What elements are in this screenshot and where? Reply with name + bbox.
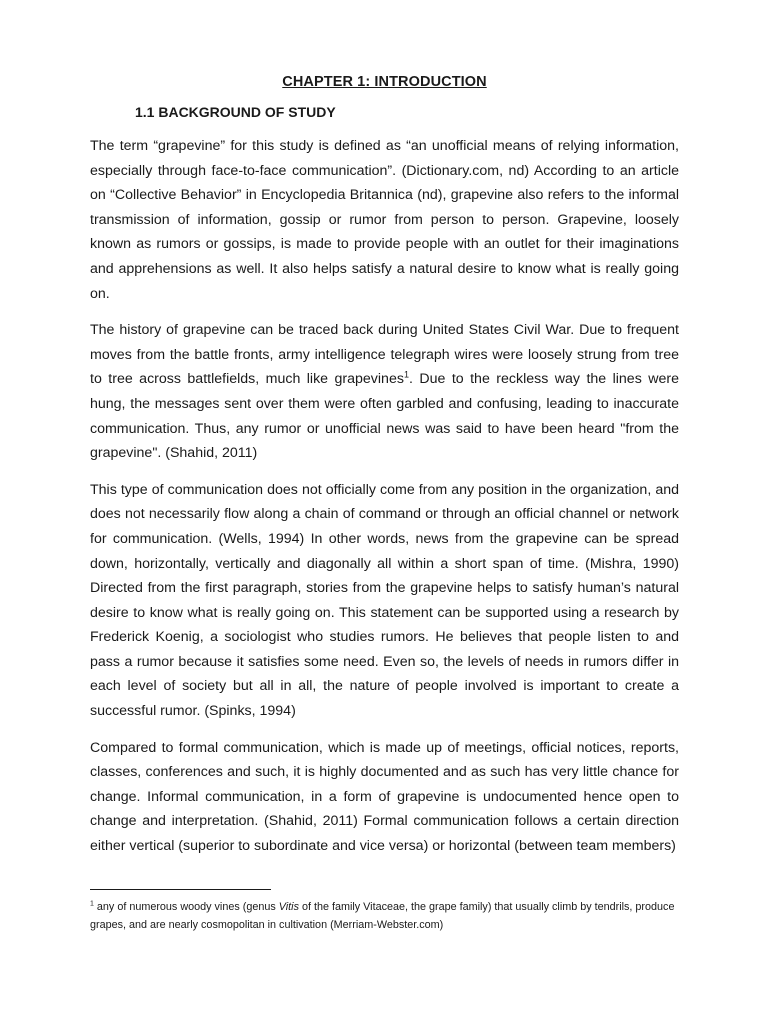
chapter-title: CHAPTER 1: INTRODUCTION <box>282 74 487 90</box>
footnote-separator <box>90 889 271 890</box>
section-heading: 1.1 BACKGROUND OF STUDY <box>135 104 336 120</box>
paragraph-history-text-end: . Due to the reckless way the lines were hung, the messages sent over them were often garbled and confusing, leading to inaccurate communication. Thus, any rumor or unofficial news was said to have been heard "from the grapevine". (Shahid, 2011) <box>90 371 679 462</box>
paragraph-definition: The term “grapevine” for this study is defined as “an unofficial means of relying information, especially through face-to-face communication”. (Dictionary.com, nd) According to an article on “Collective Behavior” in Encyclopedia Britannica (nd), grapevine also refers to the informal transmission of information, gossip or rumor from person to person. Grapevine, loosely known as rumors or gossips, is made to provide people with an outlet for their imaginations and apprehensions as well. It also helps satisfy a natural desire to know what is really going on. <box>90 138 679 302</box>
footnote-mark: 1 <box>90 900 94 908</box>
paragraph-history <box>90 318 679 466</box>
footnote-genus-name: Vitis <box>278 901 299 913</box>
footnote-reference-mark: 1 <box>403 369 409 380</box>
footnote <box>90 898 690 934</box>
footnote-text-start: any of numerous woody vines (genus <box>93 901 279 913</box>
paragraph-history-text-start: The history of grapevine can be traced back during United States Civil War. Due to frequent moves from the battle fronts, army intelligence telegraph wires were loosely strung from tree to tree across battlefields, much like grapevines <box>90 322 679 388</box>
paragraph-formal-comparison: Compared to formal communication, which is made up of meetings, official notices, reports, classes, conferences and such, it is highly documented and as such has very little chance for change. Informal communication, in a form of grapevine is undocumented hence open to change and interpretation. (Shahid, 2011) Formal communication follows a certain direction either vertical (superior to subordinate and vice versa) or horizontal (between team members) <box>90 739 679 855</box>
footnote-text-end: of the family Vitaceae, the grape family) that usually climb by tendrils, produce grapes, and are nearly cosmopolitan in cultivation (Merriam-Webster.com) <box>90 901 675 931</box>
paragraph-communication-type: This type of communication does not officially come from any position in the organization, and does not necessarily flow along a chain of command or through an official channel or network for communication. (Wells, 1994) In other words, news from the grapevine can be spread down, horizontally, vertically and diagonally all within a short span of time. (Mishra, 1990) Directed from the first paragraph, stories from the grapevine helps to satisfy human’s natural desire to know what is really going on. This statement can be supported using a research by Frederick Koenig, a sociologist who studies rumors. He believes that people listen to and pass a rumor because it satisfies some need. Even so, the levels of needs in rumors differ in each level of society but all in all, the nature of people involved is important to create a successful rumor. (Spinks, 1994) <box>90 481 679 720</box>
document-page <box>90 74 679 871</box>
